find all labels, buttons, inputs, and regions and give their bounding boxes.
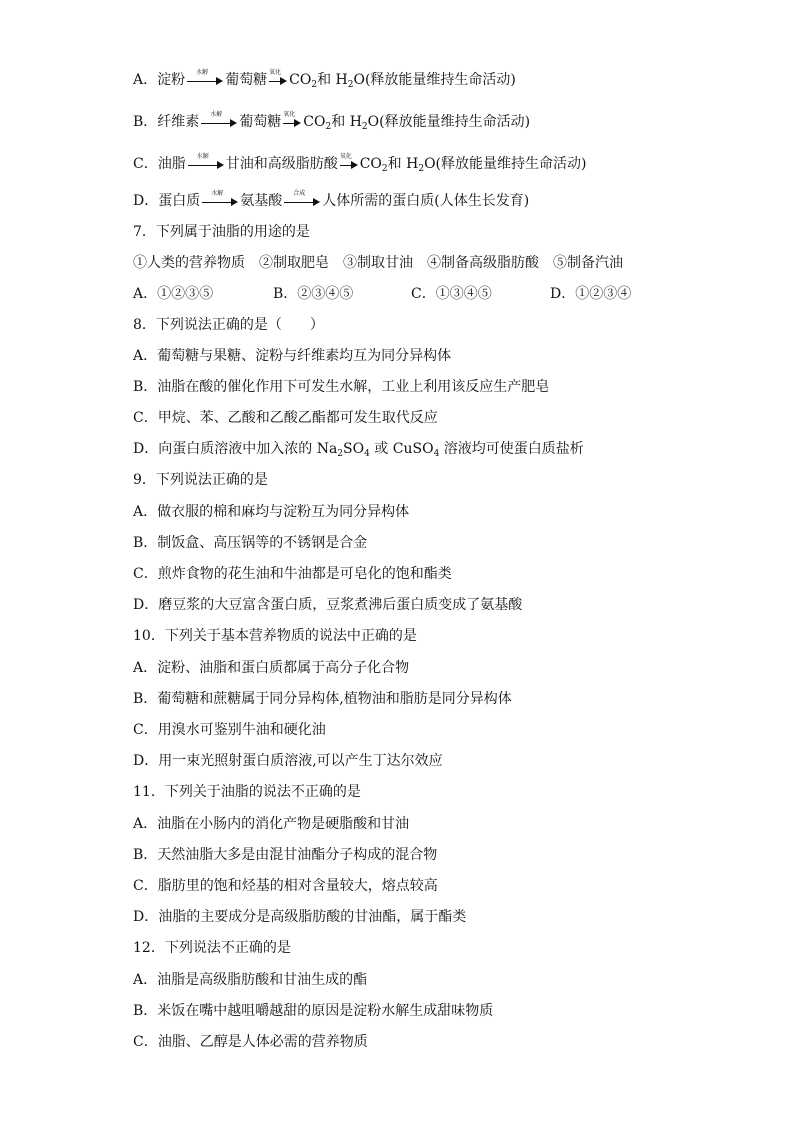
- arrow-synthesis: [284, 190, 320, 208]
- arrow-label: 水解: [196, 153, 209, 160]
- arrow-label: 氧化: [283, 111, 296, 118]
- formula-na2so4: Na: [316, 441, 338, 457]
- connector: 和: [317, 72, 332, 88]
- q11-stem: 11．下列关于油脂的说法不正确的是: [133, 784, 361, 800]
- q11-option-a: A．油脂在小肠内的消化产物是硬脂酸和甘油: [133, 816, 410, 832]
- q8-option-d: [133, 439, 584, 459]
- subscript: 2: [311, 80, 318, 90]
- subscript: 2: [347, 80, 354, 90]
- formula-co2: CO: [303, 114, 326, 130]
- q7-option-d: D．①②③④: [550, 286, 632, 302]
- arrow-label: 水解: [211, 190, 224, 197]
- q10-option-d: D．用一束光照射蛋白质溶液,可以产生丁达尔效应: [133, 753, 443, 769]
- q12-option-a: A．油脂是高级脂肪酸和甘油生成的酯: [133, 972, 368, 988]
- formula-co2: CO: [359, 156, 382, 172]
- option-prefix: C．油脂: [133, 156, 186, 172]
- q9-option-d: D．磨豆浆的大豆富含蛋白质，豆浆煮沸后蛋白质变成了氨基酸: [133, 597, 523, 613]
- q10-option-c: C．用溴水可鉴别牛油和硬化油: [133, 722, 326, 738]
- arrow-hydrolysis: [202, 190, 238, 208]
- connector: 或: [374, 441, 389, 457]
- q11-option-d: D．油脂的主要成分是高级脂肪酸的甘油酯，属于酯类: [133, 909, 467, 925]
- q7-option-b: B．②③④⑤: [273, 286, 354, 302]
- final-product: 人体所需的蛋白质(人体生长发育): [322, 193, 530, 209]
- q6-option-d: [133, 191, 529, 211]
- q7-item: ③制取甘油: [343, 255, 413, 271]
- q7-stem: 7．下列属于油脂的用途的是: [133, 224, 310, 240]
- formula-so: SO: [412, 441, 434, 457]
- q6-option-c: [133, 154, 586, 174]
- formula-o: O: [424, 156, 436, 172]
- q9-option-b: B．制饭盒、高压锅等的不锈钢是合金: [133, 535, 368, 551]
- q7-item: ②制取肥皂: [259, 255, 329, 271]
- option-note: (释放能量维持生命活动): [435, 156, 587, 172]
- intermediate-product: 氨基酸: [240, 193, 283, 209]
- arrow-label: 氧化: [269, 69, 282, 76]
- q7-item: ④制备高级脂肪酸: [427, 255, 539, 271]
- subscript: 2: [361, 122, 368, 132]
- subscript: 4: [433, 449, 440, 459]
- option-text: 溶液均可使蛋白质盐析: [443, 441, 584, 457]
- formula-cuso4: Cu: [392, 441, 413, 457]
- arrow-hydrolysis: [201, 111, 237, 129]
- arrow-oxidation: [339, 153, 358, 171]
- intermediate-product: 葡萄糖: [239, 114, 282, 130]
- q10-option-a: A．淀粉、油脂和蛋白质都属于高分子化合物: [133, 660, 410, 676]
- subscript: 2: [381, 164, 388, 174]
- formula-h2o: H: [349, 114, 362, 130]
- option-prefix: D．蛋白质: [133, 193, 201, 209]
- formula-so: SO: [343, 441, 365, 457]
- arrow-label: 氧化: [339, 153, 352, 160]
- q8-stem: 8．下列说法正确的是（ ）: [133, 317, 324, 333]
- q11-option-b: B．天然油脂大多是由混甘油酯分子构成的混合物: [133, 847, 438, 863]
- q12-option-b: B．米饭在嘴中越咀嚼越甜的原因是淀粉水解生成甜味物质: [133, 1003, 494, 1019]
- q8-option-c: C．甲烷、苯、乙酸和乙酸乙酯都可发生取代反应: [133, 410, 438, 426]
- q12-option-c: C．油脂、乙醇是人体必需的营养物质: [133, 1034, 368, 1050]
- q6-option-a: [133, 70, 516, 90]
- option-prefix: B．纤维素: [133, 114, 200, 130]
- connector: 和: [331, 114, 346, 130]
- q7-items: [133, 253, 623, 273]
- q11-option-c: C．脂肪里的饱和烃基的相对含量较大，熔点较高: [133, 878, 438, 894]
- q9-option-c: C．煎炸食物的花生油和牛油都是可皂化的饱和酯类: [133, 566, 452, 582]
- q8-option-b: B．油脂在酸的催化作用下可发生水解，工业上利用该反应生产肥皂: [133, 379, 550, 395]
- q9-option-a: A．做衣服的棉和麻均与淀粉互为同分异构体: [133, 504, 410, 520]
- intermediate-product: 甘油和高级脂肪酸: [225, 156, 338, 172]
- q10-option-b: B．葡萄糖和蔗糖属于同分异构体,植物油和脂肪是同分异构体: [133, 691, 512, 707]
- q7-option-c: C．①③④⑤: [411, 286, 492, 302]
- arrow-hydrolysis: [187, 69, 223, 87]
- option-text: D．向蛋白质溶液中加入浓的: [133, 441, 313, 457]
- intermediate-product: 葡萄糖: [225, 72, 268, 88]
- arrow-label: 水解: [210, 111, 223, 118]
- q7-option-a: A．①②③⑤: [133, 286, 214, 302]
- option-note: (释放能量维持生命活动): [379, 114, 531, 130]
- formula-o: O: [367, 114, 380, 130]
- formula-h2o: H: [335, 72, 348, 88]
- arrow-oxidation: [269, 69, 287, 87]
- arrow-oxidation: [283, 111, 301, 129]
- formula-co2: CO: [289, 72, 312, 88]
- q7-options: [133, 284, 653, 304]
- subscript: 2: [418, 164, 425, 174]
- arrow-label: 水解: [196, 69, 209, 76]
- formula-o: O: [353, 72, 365, 88]
- q10-stem: 10．下列关于基本营养物质的说法中正确的是: [133, 628, 417, 644]
- connector: 和: [387, 156, 402, 172]
- q9-stem: 9．下列说法正确的是: [133, 472, 268, 488]
- subscript: 2: [325, 122, 332, 132]
- q8-option-a: A．葡萄糖与果糖、淀粉与纤维素均互为同分异构体: [133, 348, 452, 364]
- q6-option-b: [133, 112, 530, 132]
- q7-item: ⑤制备汽油: [553, 255, 623, 271]
- option-note: (释放能量维持生命活动): [364, 72, 516, 88]
- arrow-label: 合成: [293, 190, 306, 197]
- q12-stem: 12．下列说法不正确的是: [133, 940, 291, 956]
- arrow-hydrolysis: [188, 153, 224, 171]
- formula-h2o: H: [406, 156, 419, 172]
- subscript: 2: [337, 449, 344, 459]
- subscript: 4: [364, 449, 370, 459]
- option-prefix: A．淀粉: [133, 72, 186, 88]
- q7-item: ①人类的营养物质: [133, 255, 245, 271]
